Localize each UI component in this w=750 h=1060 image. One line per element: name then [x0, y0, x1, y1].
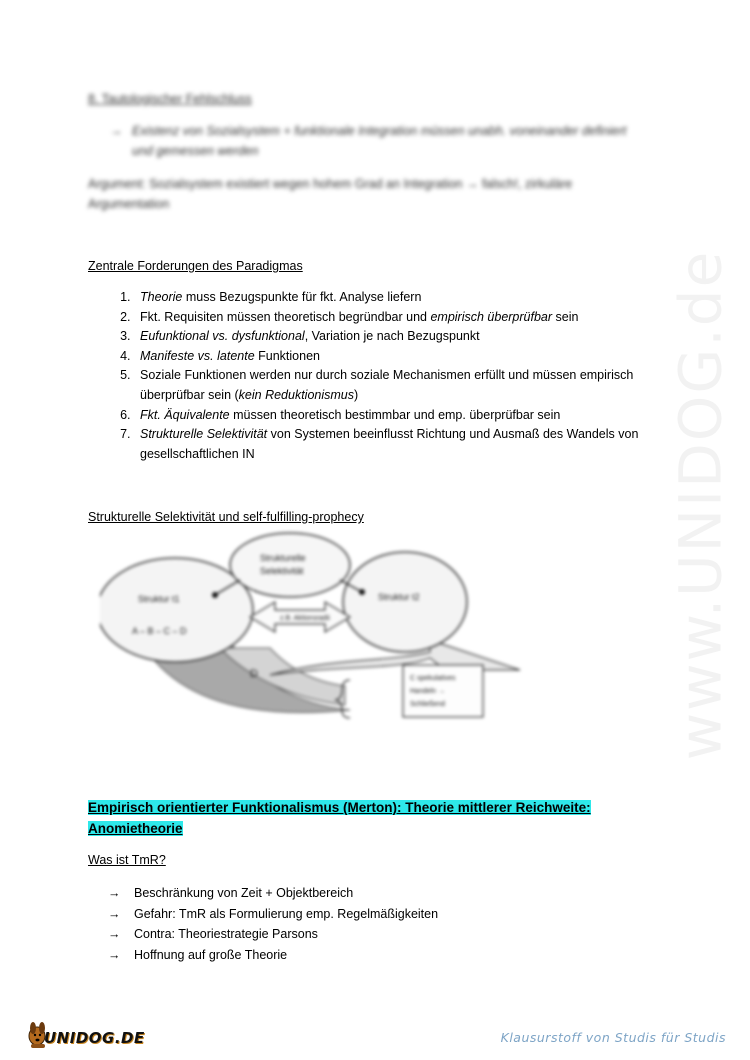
box-line-2: Handeln → — [410, 688, 446, 695]
blurred-heading: 8. Tautologischer Fehlschluss — [88, 92, 252, 106]
struktur-t2-node — [343, 552, 467, 652]
selektivitaet-node — [230, 533, 350, 597]
arrow-icon: → — [108, 927, 121, 941]
requirement-item: 7. Strukturelle Selektivität von Systemen beeinflusst Richtung und Ausmaß des Wandels von gesellschaftlichen IN — [134, 425, 694, 464]
footer-tagline: Klausurstoff von Studis für Studis — [500, 1030, 726, 1045]
requirement-item: 1. Theorie muss Bezugspunkte für fkt. Analyse liefern — [134, 288, 694, 308]
list-item: → Gefahr: TmR als Formulierung emp. Regelmäßigkeiten — [108, 904, 438, 925]
blurred-bullet — [110, 121, 650, 161]
list-item: → Hoffnung auf große Theorie — [108, 945, 438, 966]
connector-dot-left — [212, 592, 218, 598]
struktur-t1-label: Struktur t1 — [138, 594, 180, 604]
d-label: D — [250, 668, 258, 680]
struktur-t1-node — [100, 558, 253, 662]
arrow-icon: → — [110, 124, 123, 138]
blurred-bullet-text: Existenz von Sozialsystem + funktionale Integration müssen unabh. voneinander definiert und gemessen werden — [132, 124, 627, 158]
merton-heading — [88, 797, 598, 839]
list-item: → Contra: Theoriestrategie Parsons — [108, 924, 438, 945]
requirement-item: 3. Eufunktional vs. dysfunktional, Variation je nach Bezugspunkt — [134, 327, 694, 347]
blurred-argument: Argument: Sozialsystem existiert wegen hohem Grad an Integration → falsch!, zirkuläre Argumentation — [88, 177, 573, 211]
logo-text: UNIDOG.DE — [44, 1029, 145, 1047]
watermark-text: www.UNIDOG.de — [666, 249, 734, 761]
diagram-heading: Strukturelle Selektivität und self-fulfilling-prophecy — [88, 510, 364, 524]
requirements-list — [112, 288, 694, 464]
requirement-item: 5. Soziale Funktionen werden nur durch soziale Mechanismen erfüllt und müssen empirisch überprüfbar sein (kein Reduktionismus) — [134, 366, 694, 405]
tmr-list — [108, 883, 438, 965]
selektivitaet-label-2: Selektivität — [260, 566, 304, 576]
double-arrow-label: z.B. Aktionsradii — [280, 615, 330, 622]
struktur-t2-label: Struktur t2 — [378, 592, 420, 602]
selektivitaet-label-1: Strukturelle — [260, 553, 306, 563]
merton-heading-text: Empirisch orientierter Funktionalismus (Merton): Theorie mittlerer Reichweite: Anomietheorie — [88, 800, 591, 836]
selectivity-diagram — [100, 530, 540, 720]
requirement-item: 2. Fkt. Requisiten müssen theoretisch begründbar und empirisch überprüfbar sein — [134, 308, 694, 328]
connector-dot-right — [359, 589, 365, 595]
arrow-icon: → — [108, 886, 121, 900]
box-line-1: C spekulatives — [410, 675, 456, 682]
struktur-t1-sub: A – B – C – D — [132, 626, 187, 636]
requirement-item: 4. Manifeste vs. latente Funktionen — [134, 347, 694, 367]
tmr-subheading: Was ist TmR? — [88, 853, 166, 867]
box-line-3: Schließend — [410, 701, 446, 708]
arrow-icon: → — [108, 947, 121, 962]
arrow-icon: → — [108, 906, 121, 921]
requirement-item: 6. Fkt. Äquivalente müssen theoretisch bestimmbar und emp. überprüfbar sein — [134, 406, 694, 426]
requirements-heading: Zentrale Forderungen des Paradigmas — [88, 259, 303, 273]
list-item: → Beschränkung von Zeit + Objektbereich — [108, 883, 438, 904]
